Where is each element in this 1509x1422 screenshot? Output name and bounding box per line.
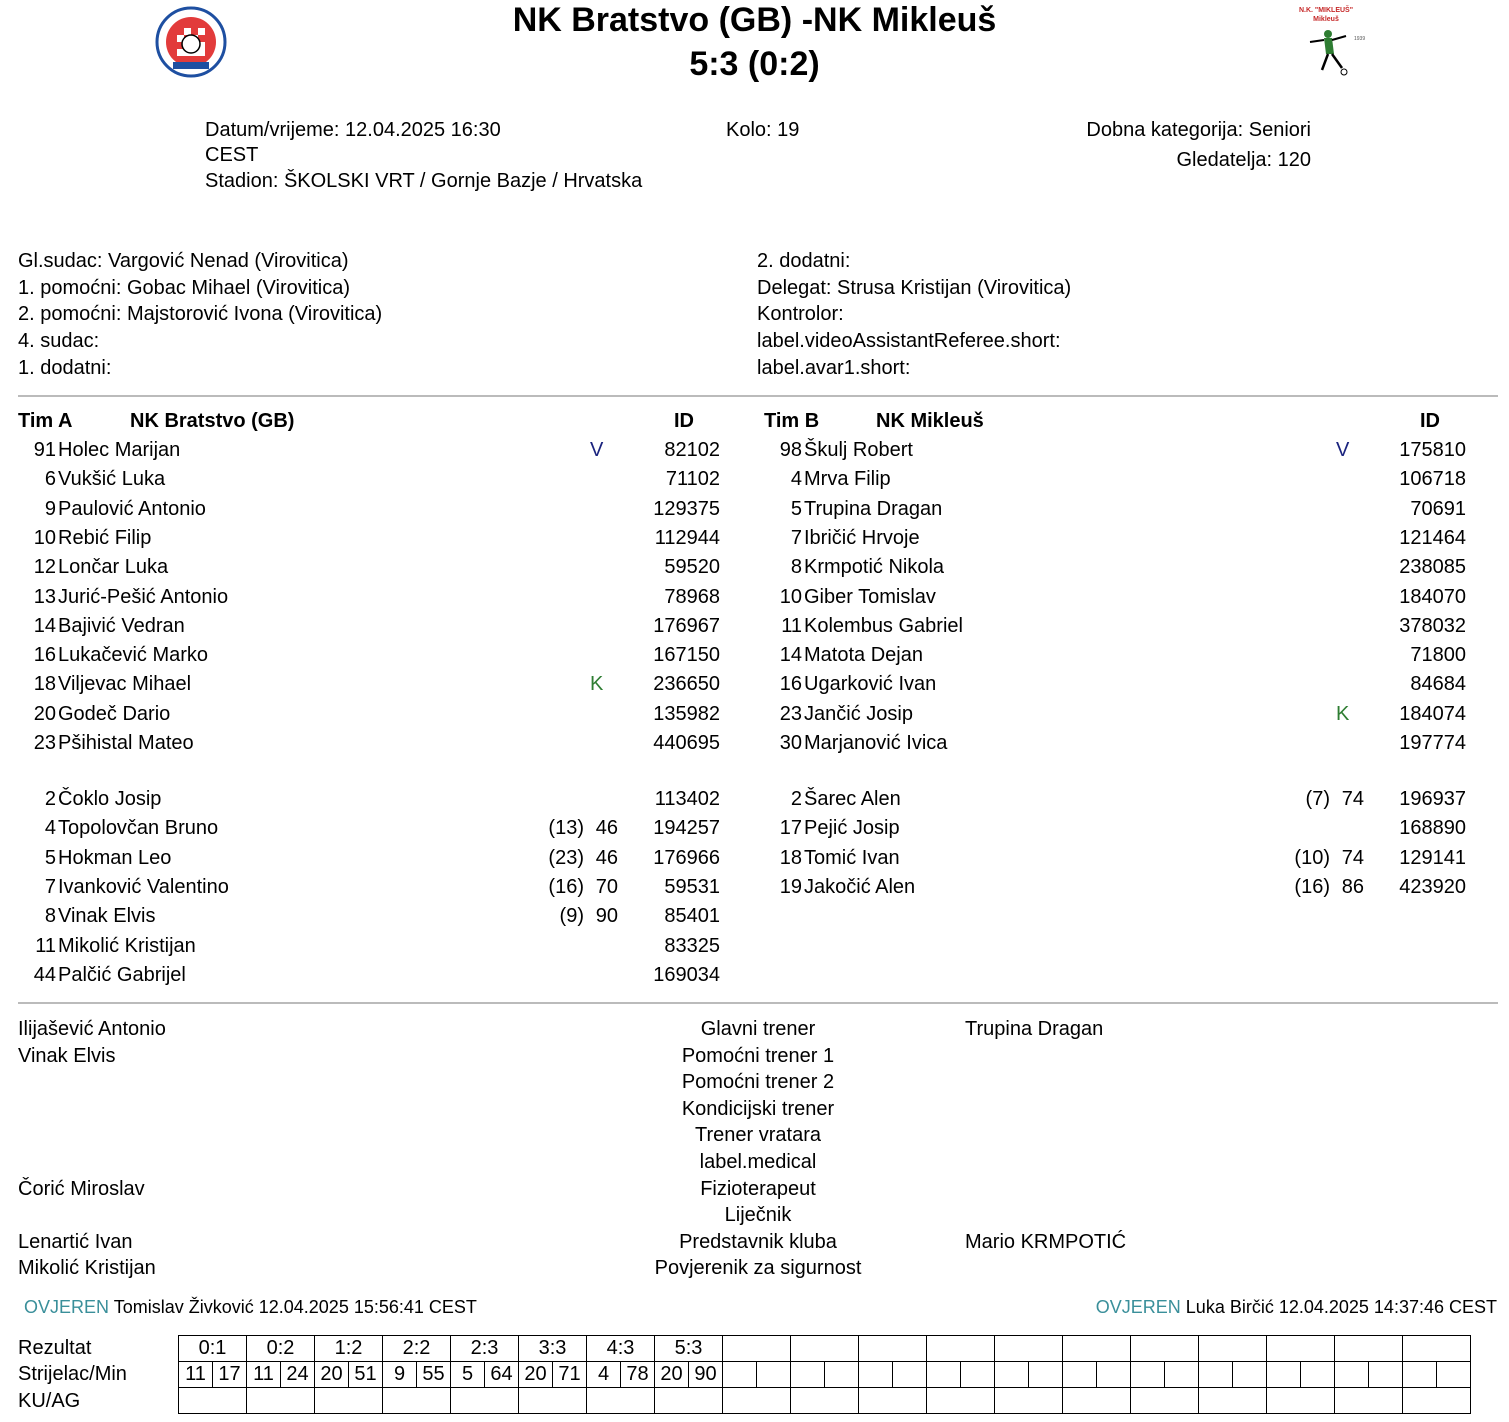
player-name: Lončar Luka [58,556,169,579]
player-number: 2 [790,788,802,810]
separator-officials [18,395,1498,397]
substitution-minute: 74 [1341,846,1364,869]
ku-ag-cell [1063,1388,1131,1414]
title-separator: - [801,1,814,39]
scorer-number-cell: 11 [179,1362,213,1388]
verified-text-away: Luka Birčić 12.04.2025 14:37:46 CEST [1185,1297,1497,1317]
official-left-line: 2. pomoćni: Majstorović Ivona (Virovitica) [18,303,383,326]
team-a-id-header: ID [674,410,694,432]
player-number: 17 [779,817,802,840]
substitution-minute: 74 [1341,788,1364,810]
result-cell: 0:2 [247,1336,315,1362]
result-cell [927,1336,995,1362]
scorer-number-cell [791,1362,825,1388]
team-b-label: Tim B [764,410,820,432]
staff-role: Trener vratara [695,1124,821,1147]
away-team-name: NK Mikleuš [813,1,997,39]
player-name: Vinak Elvis [58,905,156,928]
ku-ag-cell [1131,1388,1199,1414]
ku-ag-cell [927,1388,995,1414]
staff-role: Predstavnik kluba [679,1230,837,1253]
player-number: 14 [33,614,56,637]
spectators: Gledatelja: 120 [1176,149,1311,171]
player-number: 5 [790,497,802,520]
player-id: 196937 [1399,788,1466,810]
staff-role: Kondicijski trener [681,1097,835,1120]
official-right-line: Kontrolor: [757,303,844,326]
staff-home-member: Lenartić Ivan [18,1230,133,1253]
team-b-id-header: ID [1420,410,1440,432]
player-number: 44 [33,963,56,986]
goal-minute-cell [1097,1362,1131,1388]
player-name: Bajivić Vedran [58,614,185,637]
player-id: 113402 [654,788,720,810]
scorer-number-cell [1267,1362,1301,1388]
player-id: 71800 [1410,644,1466,667]
staff-role: label.medical [699,1151,817,1173]
goal-minute-cell [757,1362,791,1388]
grid-row-scorer [179,1362,1471,1388]
ku-ag-cell [519,1388,587,1414]
ku-ag-cell [179,1388,247,1414]
player-id: 121464 [1399,526,1466,549]
official-right-line: Delegat: Strusa Kristijan (Virovitica) [757,276,1072,299]
player-id: 423920 [1399,875,1466,898]
goal-minute-cell: 17 [213,1362,247,1388]
player-id: 129141 [1399,846,1466,869]
substitution-minute: 46 [595,817,618,840]
player-name: Čoklo Josip [58,788,162,810]
ku-ag-cell [1403,1388,1471,1414]
goal-minute-cell: 24 [281,1362,315,1388]
player-name: Škulj Robert [804,439,913,461]
substitution-for: (16) [548,875,584,898]
player-number: 5 [44,846,56,869]
player-name: Jurić-Pešić Antonio [58,585,229,608]
player-number: 18 [33,673,56,696]
player-id: 84684 [1410,673,1466,696]
result-cell: 2:3 [451,1336,519,1362]
player-number: 23 [779,702,802,725]
staff-role: Liječnik [724,1204,792,1227]
substitution-minute: 46 [595,846,618,869]
ku-ag-cell [723,1388,791,1414]
player-number: 14 [779,644,802,667]
player-name: Ibričić Hrvoje [804,526,920,549]
goalkeeper-marker: V [1336,439,1350,461]
ku-ag-cell [587,1388,655,1414]
scorer-number-cell [1199,1362,1233,1388]
player-id: 184070 [1399,585,1466,608]
player-name: Paulović Antonio [58,497,206,520]
player-number: 98 [779,439,802,461]
staff-role: Fizioterapeut [700,1177,816,1200]
substitution-minute: 70 [595,875,618,898]
match-round: Kolo: 19 [726,119,800,141]
team-a-name: NK Bratstvo (GB) [130,410,295,432]
result-cell: 0:1 [179,1336,247,1362]
player-number: 8 [44,905,56,928]
player-id: 106718 [1399,468,1466,491]
captain-marker: K [590,673,604,696]
player-id: 59520 [664,556,720,579]
player-id: 175810 [1399,439,1466,461]
score-grid [178,1335,1471,1414]
player-number: 4 [790,468,802,491]
official-right-line: label.avar1.short: [757,356,911,379]
official-left-line: 1. dodatni: [18,356,112,379]
scorer-number-cell: 20 [519,1362,553,1388]
player-number: 20 [33,702,56,725]
team-a-label: Tim A [18,410,73,432]
age-category: Dobna kategorija: Seniori [1086,119,1311,141]
team-b-name: NK Mikleuš [876,410,984,432]
player-name: Holec Marijan [58,439,181,461]
goal-minute-cell: 64 [485,1362,519,1388]
player-name: Hokman Leo [58,846,172,869]
result-cell: 2:2 [383,1336,451,1362]
result-cell [1131,1336,1199,1362]
staff-role: Pomoćni trener 1 [681,1044,835,1067]
goal-minute-cell: 55 [417,1362,451,1388]
staff-home-member: Mikolić Kristijan [18,1257,156,1280]
player-id: 236650 [653,673,720,696]
separator-lineups [18,1002,1498,1004]
home-team-name: NK Bratstvo (GB) [512,1,793,39]
ku-ag-cell [315,1388,383,1414]
goal-minute-cell [1301,1362,1335,1388]
scorer-number-cell [1403,1362,1437,1388]
player-number: 91 [33,439,56,461]
official-left-line: 1. pomoćni: Gobac Mihael (Virovitica) [18,276,350,299]
player-name: Pšihistal Mateo [58,732,194,754]
scorer-number-cell: 11 [247,1362,281,1388]
player-name: Giber Tomislav [804,585,936,608]
player-name: Tomić Ivan [804,846,900,869]
scorer-number-cell: 20 [315,1362,349,1388]
match-result: 5:3 (0:2) [689,45,820,83]
ku-ag-cell [859,1388,927,1414]
player-id: 197774 [1399,732,1466,754]
player-id: 167150 [653,644,720,667]
goal-minute-cell [825,1362,859,1388]
staff-role: Povjerenik za sigurnost [654,1257,862,1280]
scorer-number-cell [995,1362,1029,1388]
player-name: Viljevac Mihael [58,673,192,696]
goal-minute-cell [893,1362,927,1388]
staff-away-member: Trupina Dragan [965,1018,1104,1040]
player-id: 238085 [1399,556,1466,579]
ku-ag-cell [1335,1388,1403,1414]
goal-minute-cell [1437,1362,1471,1388]
substitution-minute: 90 [595,905,618,928]
player-name: Palčić Gabrijel [58,963,186,986]
player-number: 2 [44,788,56,810]
player-id: 59531 [664,875,720,898]
player-name: Ugarković Ivan [804,673,937,696]
match-stadium: Stadion: ŠKOLSKI VRT / Gornje Bazje / Hrvatska [205,170,643,192]
player-number: 7 [44,875,56,898]
player-name: Mrva Filip [804,468,891,491]
player-id: 82102 [664,439,720,461]
match-timezone: CEST [205,144,259,166]
player-name: Marjanović Ivica [804,732,948,754]
result-cell: 5:3 [655,1336,723,1362]
result-cell [1063,1336,1131,1362]
player-name: Lukačević Marko [58,644,209,667]
goalkeeper-marker: V [590,439,604,461]
player-name: Šarec Alen [804,788,901,810]
ku-ag-cell [247,1388,315,1414]
player-name: Vukšić Luka [58,468,166,491]
result-cell [1199,1336,1267,1362]
player-number: 4 [44,817,56,840]
official-left-line: Gl.sudac: Vargović Nenad (Virovitica) [18,250,349,272]
grid-row-result [179,1336,1471,1362]
verification-away [1096,1295,1497,1319]
player-id: 184074 [1399,702,1466,725]
scorer-number-cell [1335,1362,1369,1388]
result-cell [1335,1336,1403,1362]
player-name: Godeč Dario [58,702,171,725]
ku-ag-cell [995,1388,1063,1414]
substitution-for: (13) [548,817,584,840]
player-number: 11 [35,934,56,957]
player-id: 169034 [653,963,720,986]
player-id: 70691 [1410,497,1466,520]
player-number: 16 [33,644,56,667]
player-id: 378032 [1399,614,1466,637]
verified-label-away: OVJEREN [1095,1297,1181,1317]
match-datetime: Datum/vrijeme: 12.04.2025 16:30 [205,119,501,141]
result-cell [859,1336,927,1362]
player-name: Jančić Josip [804,702,913,725]
goal-minute-cell [961,1362,995,1388]
player-number: 11 [781,614,802,637]
staff-home-member: Vinak Elvis [18,1044,116,1067]
ku-ag-cell [1199,1388,1267,1414]
player-number: 19 [779,875,802,898]
player-name: Mikolić Kristijan [58,934,196,957]
scorer-number-cell: 9 [383,1362,417,1388]
scorer-number-cell [723,1362,757,1388]
player-number: 23 [33,732,56,754]
official-right-line: 2. dodatni: [757,250,851,272]
staff-home-member: Ilijašević Antonio [18,1018,166,1040]
ku-ag-cell [383,1388,451,1414]
goal-minute-cell: 71 [553,1362,587,1388]
player-id: 129375 [653,497,720,520]
player-id: 83325 [664,934,720,957]
player-number: 6 [44,468,56,491]
player-number: 10 [33,526,56,549]
verified-text-home: Tomislav Živković 12.04.2025 15:56:41 CEST [113,1297,477,1317]
player-id: 135982 [653,702,720,725]
grid-row-ku-ag [179,1388,1471,1414]
verification-home [24,1295,477,1319]
goal-minute-cell [1233,1362,1267,1388]
result-cell [1403,1336,1471,1362]
substitution-for: (23) [548,846,584,869]
result-cell [791,1336,859,1362]
player-number: 7 [790,526,802,549]
ku-ag-cell [791,1388,859,1414]
player-id: 71102 [665,468,720,491]
player-number: 13 [33,585,56,608]
player-id: 112944 [654,526,720,549]
scorer-number-cell [927,1362,961,1388]
away-logo-year: 1939 [1354,36,1366,42]
substitution-for: (10) [1294,846,1330,869]
official-left-line: 4. sudac: [18,330,100,353]
scorer-number-cell: 4 [587,1362,621,1388]
scorer-number-cell [1063,1362,1097,1388]
scorer-number-cell: 5 [451,1362,485,1388]
goal-minute-cell: 78 [621,1362,655,1388]
result-cell [723,1336,791,1362]
player-name: Ivanković Valentino [58,875,229,898]
player-id: 176966 [653,846,720,869]
substitution-for: (7) [1305,788,1330,810]
staff-home-member: Čorić Miroslav [18,1177,145,1200]
goal-minute-cell: 51 [349,1362,383,1388]
away-logo-text-2: Mikleuš [1313,16,1339,23]
row-label-result: Rezultat [18,1337,92,1359]
player-number: 8 [790,556,802,579]
result-cell: 4:3 [587,1336,655,1362]
result-cell: 1:2 [315,1336,383,1362]
player-id: 168890 [1399,817,1466,840]
player-id: 78968 [664,585,720,608]
player-name: Pejić Josip [804,817,900,840]
scorer-number-cell [859,1362,893,1388]
goal-minute-cell [1029,1362,1063,1388]
ku-ag-cell [655,1388,723,1414]
result-cell [995,1336,1063,1362]
staff-role: Pomoćni trener 2 [681,1071,835,1094]
player-name: Matota Dejan [804,644,923,667]
player-name: Jakočić Alen [804,875,916,898]
goal-minute-cell: 90 [689,1362,723,1388]
player-id: 176967 [653,614,720,637]
player-name: Kolembus Gabriel [804,614,963,637]
staff-away-member: Mario KRMPOTIĆ [965,1230,1127,1253]
captain-marker: K [1336,702,1350,725]
player-number: 10 [779,585,802,608]
substitution-for: (9) [559,905,584,928]
player-id: 194257 [653,817,720,840]
player-number: 12 [33,556,56,579]
player-name: Rebić Filip [58,526,152,549]
result-cell: 3:3 [519,1336,587,1362]
player-name: Trupina Dragan [804,497,943,520]
player-number: 16 [779,673,802,696]
substitution-minute: 86 [1341,875,1364,898]
scorer-number-cell: 20 [655,1362,689,1388]
row-label-scorer: Strijelac/Min [18,1363,127,1385]
substitution-for: (16) [1294,875,1330,898]
scorer-number-cell [1131,1362,1165,1388]
result-cell [1267,1336,1335,1362]
staff-role: Glavni trener [700,1018,816,1040]
goal-minute-cell [1165,1362,1199,1388]
official-right-line: label.videoAssistantReferee.short: [757,330,1061,353]
goal-minute-cell [1369,1362,1403,1388]
player-name: Krmpotić Nikola [804,556,945,579]
row-label-ku-ag: KU/AG [18,1390,81,1412]
player-number: 30 [779,732,802,754]
player-name: Topolovčan Bruno [58,817,219,840]
player-number: 9 [44,497,56,520]
player-number: 18 [779,846,802,869]
ku-ag-cell [1267,1388,1335,1414]
player-id: 440695 [653,732,720,754]
ku-ag-cell [451,1388,519,1414]
player-id: 85401 [664,905,720,928]
match-title [0,0,1509,40]
away-logo-text-1: N.K. "MIKLEUŠ" [1298,7,1354,14]
verified-label-home: OVJEREN [24,1297,110,1317]
